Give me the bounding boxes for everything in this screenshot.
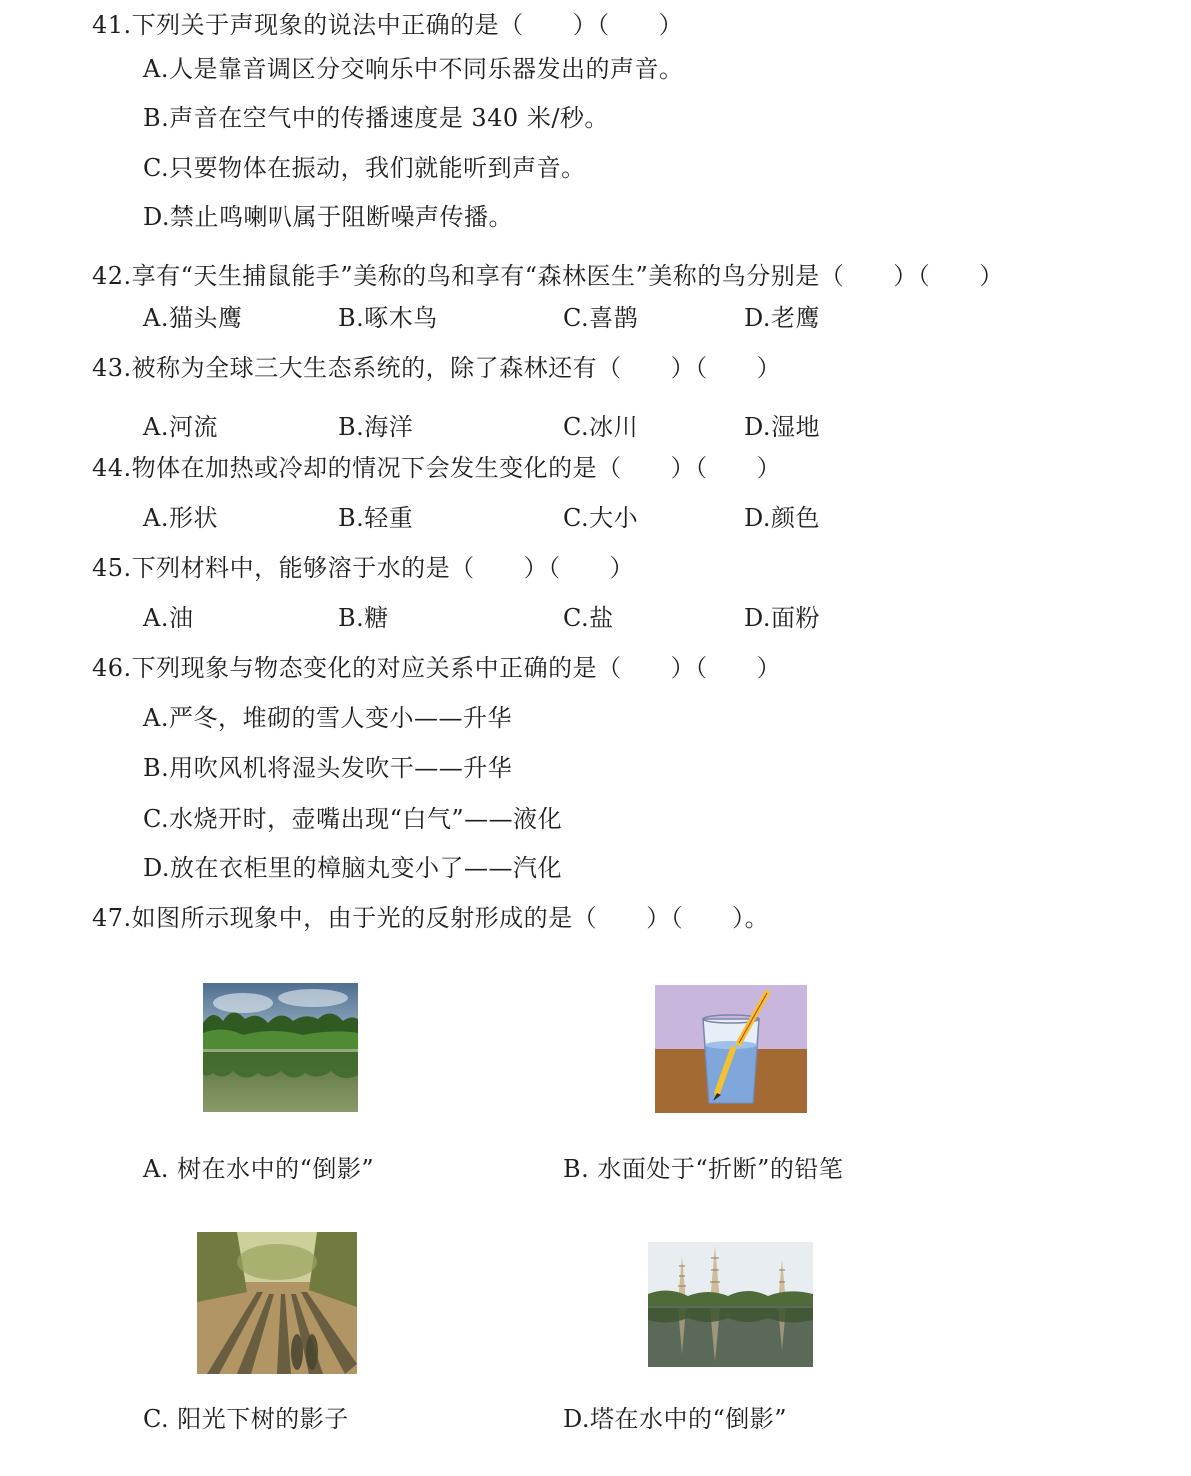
question-46-stem: 46.下列现象与物态变化的对应关系中正确的是（ ）（ ）: [92, 654, 782, 682]
question-44-option-b: B.轻重: [338, 504, 414, 532]
question-45-stem: 45.下列材料中，能够溶于水的是（ ）（ ）: [92, 554, 635, 582]
question-46-option-b: B.用吹风机将湿头发吹干——升华: [143, 754, 513, 782]
question-43-option-d: D.湿地: [744, 413, 821, 441]
question-44-stem: 44.物体在加热或冷却的情况下会发生变化的是（ ）（ ）: [92, 454, 782, 482]
question-43-option-b: B.海洋: [338, 413, 414, 441]
picture-pagoda-reflection: [648, 1242, 813, 1367]
question-44-option-a: A.形状: [143, 504, 218, 532]
question-45-option-a: A.油: [143, 604, 194, 632]
question-47-option-d: D.塔在水中的“倒影”: [563, 1405, 788, 1433]
question-44-option-c: C.大小: [563, 504, 639, 532]
question-46-option-a: A.严冬，堆砌的雪人变小——升华: [143, 704, 512, 732]
question-42-stem: 42.享有“天生捕鼠能手”美称的鸟和享有“森林医生”美称的鸟分别是（ ）（ ）: [92, 262, 1004, 290]
question-41-option-d: D.禁止鸣喇叭属于阻断噪声传播。: [143, 203, 514, 231]
question-43-stem: 43.被称为全球三大生态系统的，除了森林还有（ ）（ ）: [92, 354, 782, 382]
picture-trees-reflection: [203, 983, 358, 1112]
picture-tree-shadows: [197, 1232, 357, 1374]
question-42-option-b: B.啄木鸟: [338, 304, 438, 332]
question-43-option-c: C.冰川: [563, 413, 639, 441]
question-47-option-c: C. 阳光下树的影子: [143, 1405, 349, 1433]
question-46-option-d: D.放在衣柜里的樟脑丸变小了——汽化: [143, 854, 563, 882]
question-41-option-a: A.人是靠音调区分交响乐中不同乐器发出的声音。: [143, 55, 684, 83]
question-47-option-a: A. 树在水中的“倒影”: [143, 1155, 375, 1183]
question-44-option-d: D.颜色: [744, 504, 821, 532]
question-47-stem: 47.如图所示现象中，由于光的反射形成的是（ ）（ ）。: [92, 904, 770, 932]
picture-pencil-in-glass: [655, 985, 807, 1113]
question-42-option-a: A.猫头鹰: [143, 304, 243, 332]
question-42-option-d: D.老鹰: [744, 304, 821, 332]
question-45-option-c: C.盐: [563, 604, 614, 632]
question-46-option-c: C.水烧开时，壶嘴出现“白气”——液化: [143, 805, 563, 833]
question-41-option-c: C.只要物体在振动，我们就能听到声音。: [143, 154, 586, 182]
question-47-option-b: B. 水面处于“折断”的铅笔: [563, 1155, 844, 1183]
question-42-option-c: C.喜鹊: [563, 304, 639, 332]
question-41-stem: 41.下列关于声现象的说法中正确的是（ ）（ ）: [92, 11, 684, 39]
question-41-option-b: B.声音在空气中的传播速度是 340 米/秒。: [143, 104, 609, 132]
question-45-option-d: D.面粉: [744, 604, 821, 632]
question-45-option-b: B.糖: [338, 604, 389, 632]
question-43-option-a: A.河流: [143, 413, 218, 441]
